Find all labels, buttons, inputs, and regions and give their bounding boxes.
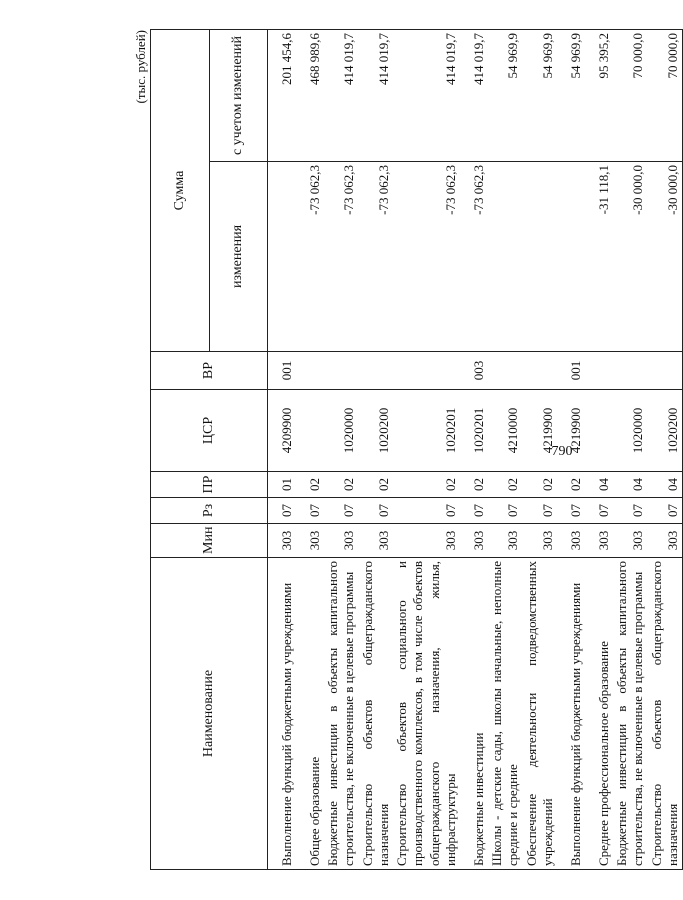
cell-total: 54 969,9: [557, 30, 585, 162]
header-rz: Рз: [151, 498, 268, 524]
cell-vr: 001: [268, 352, 297, 390]
table-row: [613, 30, 648, 870]
units-label: (тыс. рублей): [133, 30, 148, 104]
cell-change: -30 000,0: [613, 162, 648, 352]
page-number: 790: [551, 444, 573, 459]
table-row: [359, 30, 394, 870]
cell-total: 54 969,9: [523, 30, 558, 162]
cell-rz: 07: [393, 498, 460, 524]
cell-vr: [613, 352, 648, 390]
cell-vr: [359, 352, 394, 390]
cell-change: [268, 162, 297, 352]
cell-change: [557, 162, 585, 352]
cell-name: Выполнение функций бюджетными учреждениями: [557, 558, 585, 870]
cell-total: 95 395,2: [585, 30, 613, 162]
cell-change: -73 062,3: [296, 162, 324, 352]
cell-pr: 02: [393, 472, 460, 498]
table-row: [460, 30, 488, 870]
table-body: [268, 30, 683, 870]
cell-name: Выполнение функций бюджетными учреждениями: [268, 558, 297, 870]
table-row: [488, 30, 523, 870]
cell-min: 303: [648, 524, 683, 558]
cell-vr: [324, 352, 359, 390]
table-row: [324, 30, 359, 870]
cell-csr: 1020200: [359, 390, 394, 472]
table-row: [557, 30, 585, 870]
cell-rz: 07: [359, 498, 394, 524]
cell-total: 70 000,0: [613, 30, 648, 162]
cell-min: 303: [393, 524, 460, 558]
cell-min: 303: [488, 524, 523, 558]
cell-name: Среднее профессиональное образование: [585, 558, 613, 870]
cell-pr: 02: [324, 472, 359, 498]
cell-rz: 07: [613, 498, 648, 524]
cell-vr: [585, 352, 613, 390]
cell-rz: 07: [488, 498, 523, 524]
header-row: [151, 30, 210, 870]
cell-pr: 02: [296, 472, 324, 498]
cell-rz: 07: [296, 498, 324, 524]
cell-vr: [488, 352, 523, 390]
table-row: [648, 30, 683, 870]
table-row: [296, 30, 324, 870]
header-sum: Сумма: [151, 30, 210, 352]
cell-min: 303: [359, 524, 394, 558]
cell-rz: 07: [648, 498, 683, 524]
cell-csr: 1020201: [393, 390, 460, 472]
cell-total: 70 000,0: [648, 30, 683, 162]
cell-total: 414 019,7: [359, 30, 394, 162]
cell-change: -30 000,0: [648, 162, 683, 352]
cell-vr: [648, 352, 683, 390]
cell-min: 303: [268, 524, 297, 558]
table-row: [268, 30, 297, 870]
cell-name: Бюджетные инвестиции в объекты капитального строительства, не включенные в целевые программы: [613, 558, 648, 870]
cell-change: -73 062,3: [393, 162, 460, 352]
cell-min: 303: [523, 524, 558, 558]
cell-rz: 07: [268, 498, 297, 524]
cell-vr: [296, 352, 324, 390]
cell-rz: 07: [324, 498, 359, 524]
cell-change: -31 118,1: [585, 162, 613, 352]
header-pr: ПР: [151, 472, 268, 498]
cell-min: 303: [324, 524, 359, 558]
cell-csr: 1020201: [460, 390, 488, 472]
cell-total: 414 019,7: [460, 30, 488, 162]
cell-rz: 07: [460, 498, 488, 524]
cell-pr: 04: [613, 472, 648, 498]
cell-change: -73 062,3: [359, 162, 394, 352]
cell-name: Строительство объектов общегражданского назначения: [359, 558, 394, 870]
cell-csr: 1020000: [613, 390, 648, 472]
cell-vr: 001: [557, 352, 585, 390]
budget-table: [150, 29, 683, 870]
table-row: [585, 30, 613, 870]
cell-change: -73 062,3: [324, 162, 359, 352]
cell-total: 414 019,7: [324, 30, 359, 162]
cell-vr: 003: [460, 352, 488, 390]
cell-csr: 4219900: [523, 390, 558, 472]
cell-min: 303: [585, 524, 613, 558]
cell-change: [523, 162, 558, 352]
header-change: изменения: [209, 162, 268, 352]
table-row: [393, 30, 460, 870]
cell-name: Обеспечение деятельности подведомственных учреждений: [523, 558, 558, 870]
cell-change: -73 062,3: [460, 162, 488, 352]
cell-min: 303: [296, 524, 324, 558]
cell-pr: 02: [557, 472, 585, 498]
cell-csr: [585, 390, 613, 472]
cell-pr: 04: [585, 472, 613, 498]
cell-min: 303: [557, 524, 585, 558]
cell-name: Строительство объектов социального и производственного комплексов, в том числе объектов общегражданского назначения, жилья, инфраструктуры: [393, 558, 460, 870]
cell-pr: 02: [523, 472, 558, 498]
cell-name: Бюджетные инвестиции: [460, 558, 488, 870]
cell-change: [488, 162, 523, 352]
cell-pr: 01: [268, 472, 297, 498]
cell-pr: 02: [359, 472, 394, 498]
cell-total: 468 989,6: [296, 30, 324, 162]
cell-csr: 4219900: [557, 390, 585, 472]
cell-min: 303: [613, 524, 648, 558]
cell-csr: [296, 390, 324, 472]
rotated-page: [70, 20, 680, 880]
cell-name: Общее образование: [296, 558, 324, 870]
cell-min: 303: [460, 524, 488, 558]
cell-vr: [393, 352, 460, 390]
cell-total: 414 019,7: [393, 30, 460, 162]
cell-csr: 1020200: [648, 390, 683, 472]
cell-pr: 02: [460, 472, 488, 498]
cell-vr: [523, 352, 558, 390]
cell-csr: 4209900: [268, 390, 297, 472]
cell-name: Школы - детские сады, школы начальные, неполные средние и средние: [488, 558, 523, 870]
cell-csr: 1020000: [324, 390, 359, 472]
cell-rz: 07: [557, 498, 585, 524]
cell-name: Бюджетные инвестиции в объекты капитального строительства, не включенные в целевые программы: [324, 558, 359, 870]
cell-rz: 07: [585, 498, 613, 524]
cell-total: 201 454,6: [268, 30, 297, 162]
header-vr: ВР: [151, 352, 268, 390]
cell-pr: 02: [488, 472, 523, 498]
cell-pr: 04: [648, 472, 683, 498]
header-name: Наименование: [151, 558, 268, 870]
header-with-changes: с учетом изменений: [209, 30, 268, 162]
table-row: [523, 30, 558, 870]
header-min: Мин: [151, 524, 268, 558]
header-csr: ЦСР: [151, 390, 268, 472]
cell-csr: 4210000: [488, 390, 523, 472]
cell-total: 54 969,9: [488, 30, 523, 162]
cell-rz: 07: [523, 498, 558, 524]
cell-name: Строительство объектов общегражданского назначения: [648, 558, 683, 870]
